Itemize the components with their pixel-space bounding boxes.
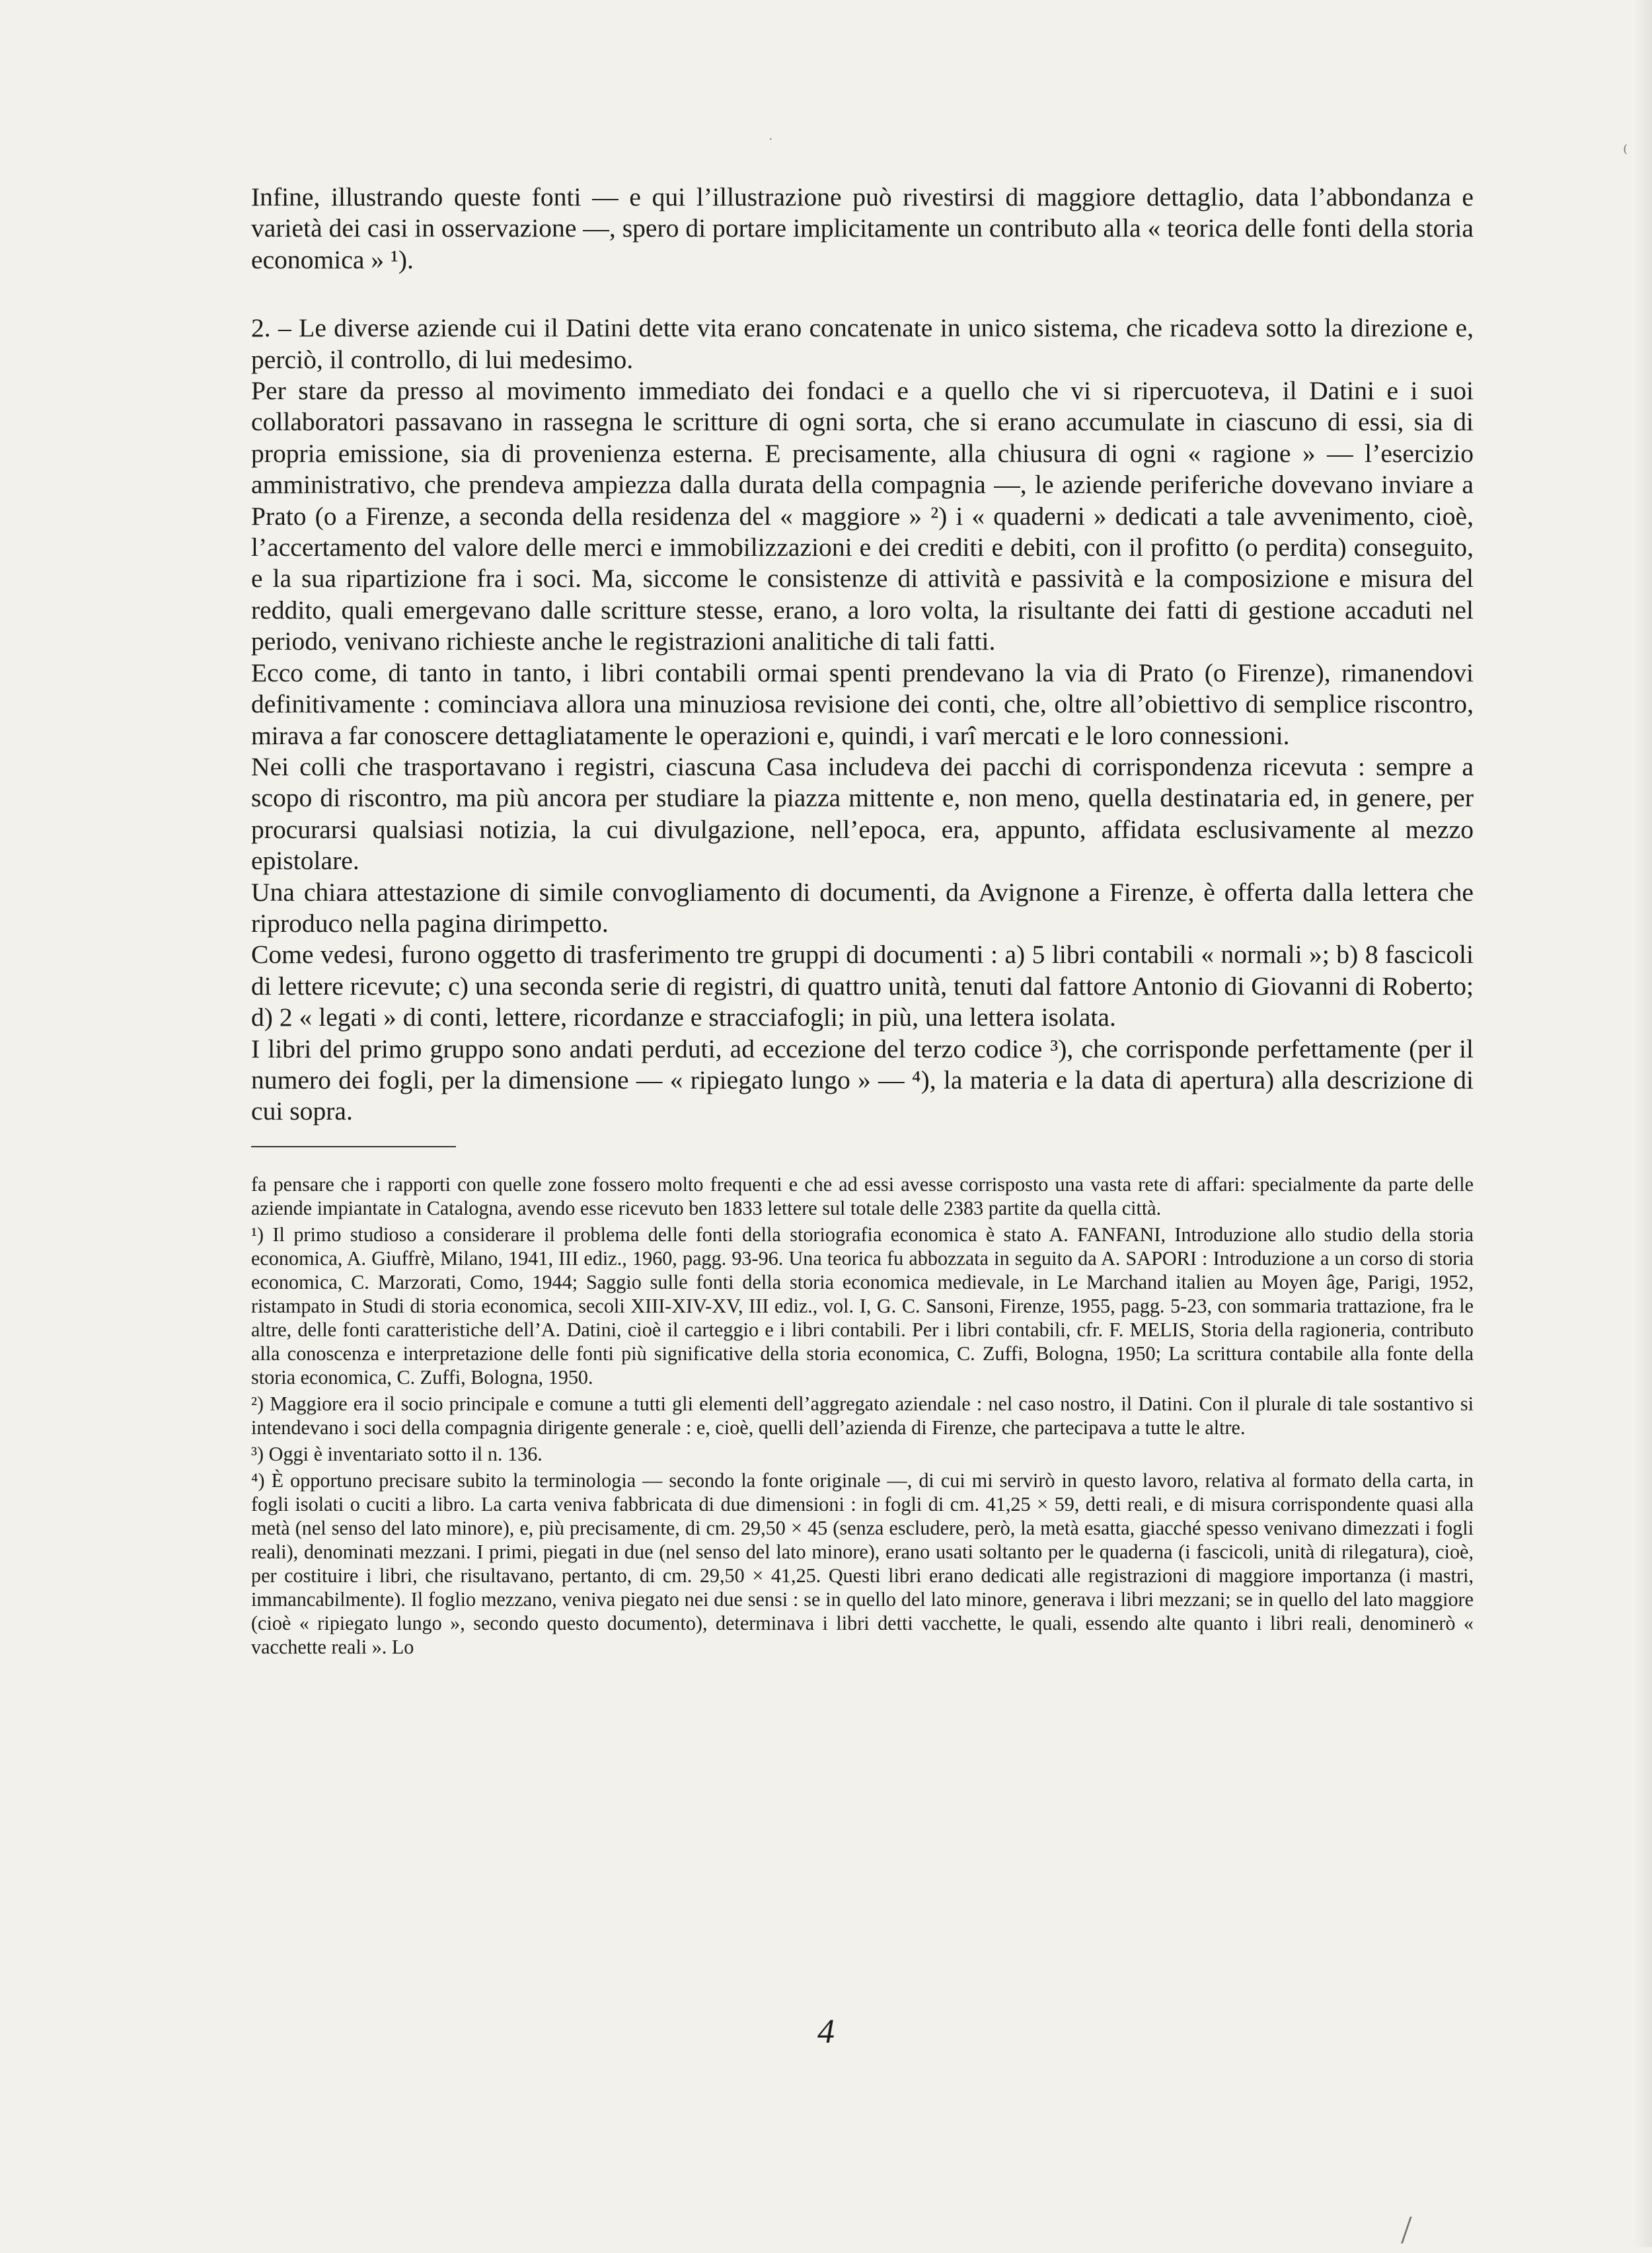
footnote: ²) Maggiore era il socio principale e comune a tutti gli elementi dell’aggregato aziendale : nel caso nostro, il Datini. Con il plurale di tale sostantivo si intendevano i soci della compagnia dirigente generale : e, cioè, quelli dell’azienda di Firenze, che partecipava a tutte le altre. bbox=[251, 1392, 1474, 1439]
section-paragraph: 2. – Le diverse aziende cui il Datini dette vita erano concatenate in unico sistema, che ricadeva sotto la direzione e, perciò, il controllo, di lui medesimo. bbox=[251, 313, 1474, 374]
footnote-divider bbox=[251, 1146, 456, 1147]
footnote: ¹) Il primo studioso a considerare il problema delle fonti della storiografia economica è stato A. FANFANI, Introduzione allo studio della storia economica, A. Giuffrè, Milano, 1941, III ediz., 1960, pagg. 93-96. Una teorica fu abbozzata in seguito da A. SAPORI : Introduzione a un corso di storia economica, C. Marzorati, Como, 1944; Saggio sulle fonti della storia economica medievale, in Le Marchand italien au Moyen âge, Parigi, 1952, ristampato in Studi di storia economica, secoli XIII-XIV-XV, III ediz., vol. I, G. C. Sansoni, Firenze, 1955, pagg. 5-23, con sommaria trattazione, fra le altre, delle fonti caratteristiche dell’A. Datini, cioè il carteggio e i libri contabili. Per i libri contabili, cfr. F. MELIS, Storia della ragioneria, contributo alla conoscenza e interpretazione delle fonti più significative della storia economica, C. Zuffi, Bologna, 1950; La scrittura contabile alla fonte della storia economica, C. Zuffi, Bologna, 1950. bbox=[251, 1223, 1474, 1389]
edge-mark: ⁽ bbox=[1623, 142, 1628, 164]
pencil-stroke: / bbox=[1401, 2208, 1412, 2252]
paragraph: Per stare da presso al movimento immediato dei fondaci e a quello che vi si ripercuoteva, il Datini e i suoi collaboratori passavano in rassegna le scritture di ogni sorta, che si erano accumulate in ciascuno di essi, sia di propria emissione, sia di provenienza esterna. E precisamente, alla chiusura di ogni « ragione » — l’esercizio amministrativo, che prendeva ampiezza dalla durata della compagnia —, le aziende periferiche dovevano inviare a Prato (o a Firenze, a seconda della residenza del « maggiore » ²) i « quaderni » dedicati a tale avvenimento, cioè, l’accertamento del valore delle merci e immobilizzazioni e dei crediti e debiti, con il profitto (o perdita) conseguito, e la sua ripartizione fra i soci. Ma, siccome le consistenze di attività e passività e la composizione e misura del reddito, quali emergevano dalle scritture stesse, erano, a loro volta, la risultante dei fatti di gestione accaduti nel periodo, venivano richieste anche le registrazioni analitiche di tali fatti. bbox=[251, 376, 1474, 656]
paragraph: I libri del primo gruppo sono andati perduti, ad eccezione del terzo codice ³), che corrisponde perfettamente (per il numero dei fogli, per la dimensione — « ripiegato lungo » — ⁴), la materia e la data di apertura) alla descrizione di cui sopra. bbox=[251, 1034, 1474, 1126]
page-number: 4 bbox=[817, 2013, 835, 2051]
footnote: ⁴) È opportuno precisare subito la terminologia — secondo la fonte originale —, di cui mi servirò in questo lavoro, relativa al formato della carta, in fogli isolati o cuciti a libro. La carta veniva fabbricata di due dimensioni : in fogli di cm. 41,25 × 59, detti reali, e di misura corrispondente quasi alla metà (nel senso del lato minore), e, più precisamente, di cm. 29,50 × 45 (senza escludere, però, la metà esatta, giacché spesso venivano dimezzati i fogli reali), denominati mezzani. I primi, piegati in due (nel senso del lato minore), erano usati soltanto per le quaderna (i fascicoli, unità di rilegatura), cioè, per costituire i libri, che risultavano, pertanto, di cm. 29,50 × 41,25. Questi libri erano dedicati alle registrazioni di maggiore importanza (i mastri, immancabilmente). Il foglio mezzano, veniva piegato nei due sensi : se in quello del lato minore, generava i libri mezzani; se in quello del lato maggiore (cioè « ripiegato lungo », secondo questo documento), determinava i libri detti vacchette, le quali, essendo alte quanto i libri reali, denominerò « vacchette reali ». Lo bbox=[251, 1469, 1474, 1658]
footnote-continuation: fa pensare che i rapporti con quelle zone fossero molto frequenti e che ad essi avesse corrisposto una vasta rete di affari: specialmente da parte delle aziende impiantate in Catalogna, avendo esse ricevuto ben 1833 lettere sul totale delle 2383 partite da quella città. bbox=[251, 1172, 1474, 1219]
footnote: ³) Oggi è inventariato sotto il n. 136. bbox=[251, 1442, 543, 1465]
paragraph: Nei colli che trasportavano i registri, ciascuna Casa includeva dei pacchi di corrispondenza ricevuta : sempre a scopo di riscontro, ma più ancora per studiare la piazza mittente e, non meno, quella destinataria ed, in genere, per procurarsi qualsiasi notizia, la cui divulgazione, nell’epoca, era, appunto, affidata esclusivamente al mezzo epistolare. bbox=[251, 751, 1474, 876]
paragraph: Come vedesi, furono oggetto di trasferimento tre gruppi di documenti : a) 5 libri contabili « normali »; b) 8 fascicoli di lettere ricevute; c) una seconda serie di registri, di quattro unità, tenuti dal fattore Antonio di Giovanni di Roberto; d) 2 « legati » di conti, lettere, ricordanze e stracciafogli; in più, una lettera isolata. bbox=[251, 940, 1474, 1032]
page-content bbox=[251, 182, 1474, 1659]
main-text bbox=[251, 182, 1474, 1127]
footnotes bbox=[251, 1172, 1474, 1659]
page-edge-shadow bbox=[1633, 0, 1652, 2247]
paragraph: Una chiara attestazione di simile convogliamento di documenti, da Avignone a Firenze, è offerta dalla lettera che riproduco nella pagina dirimpetto. bbox=[251, 877, 1474, 938]
paragraph: Infine, illustrando queste fonti — e qui l’illustrazione può rivestirsi di maggiore dettaglio, data l’abbondanza e varietà dei casi in osservazione —, spero di portare implicitamente un contributo alla « teorica delle fonti della storia economica » ¹). bbox=[251, 182, 1474, 274]
scan-speck: · bbox=[769, 132, 773, 147]
paragraph: Ecco come, di tanto in tanto, i libri contabili ormai spenti prendevano la via di Prato (o Firenze), rimanendovi definitivamente : cominciava allora una minuziosa revisione dei conti, che, oltre all’obiettivo di semplice riscontro, mirava a far conoscere dettagliatamente le operazioni e, quindi, i varî mercati e le loro connessioni. bbox=[251, 658, 1474, 750]
